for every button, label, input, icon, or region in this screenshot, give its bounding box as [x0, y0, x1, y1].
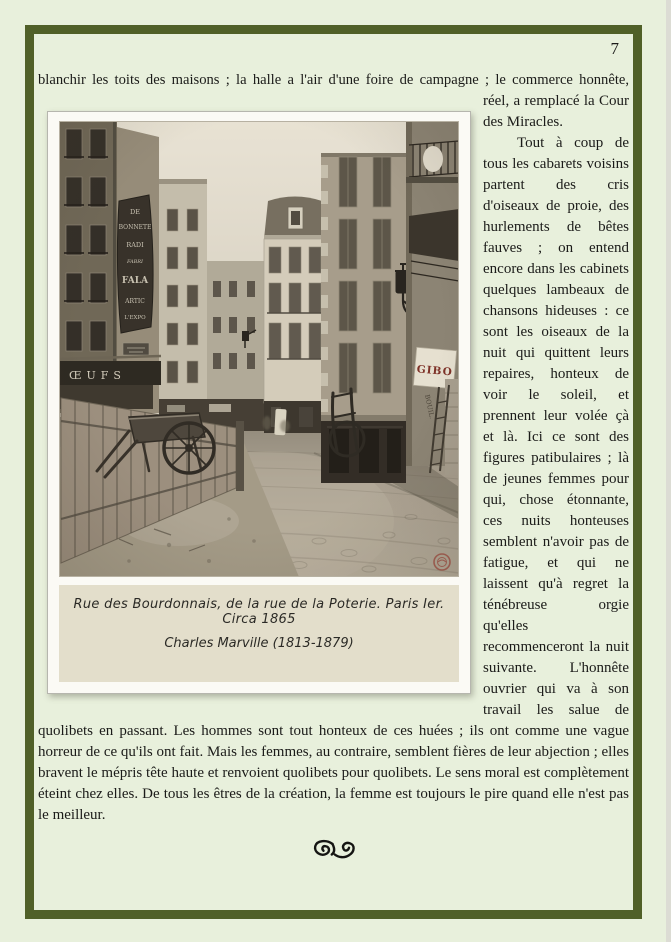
page-content [34, 34, 633, 911]
section-divider [38, 826, 629, 867]
caption-line-2: Charles Marville (1813-1879) [164, 636, 354, 651]
street-photograph [59, 121, 459, 577]
text-flow [38, 91, 629, 867]
paragraph-continuation: réel, a remplacé la Cour des Miracles. [483, 93, 629, 130]
scan-edge-shadow [666, 0, 671, 942]
page-number: 7 [610, 39, 619, 58]
photo-caption [59, 585, 459, 682]
caption-line-1: Rue des Bourdonnais, de la rue de la Poterie. Paris Ier. Circa 1865 [73, 597, 445, 627]
paragraph-main: Tout à coup de tous les cabarets voisins partent des cris d'oiseaux de proie, des hurlements de bêtes fauves ; on entend encore dans les cabinets quelques lambeaux de chansons hideuses : ce sont les oiseaux de la nuit qui quittent leurs repaires, honteux de voir le soleil, et prennent leur volée çà et là. Ici ce sont des figures patibulaires ; là de jeunes femmes pour qui, chose étonnante, ces nuits honteuses semblent n'avoir pas de fatigue, et qui ne laissent qu'à regret la ténébreuse orgie qu'elles recommenceront la nuit suivante. L'honnête ouvrier qui va à son travail les salue de quolibets en passant. Les hommes sont tout honteux de ces huées ; ils ont comme une vague horreur de ce qu'ils ont fait. Mais les femmes, au contraire, semblent fières de leur abjection ; elles bravent le mépris tête haute et renvoient quolibets pour quolibets. Le sens moral est complètement éteint chez elles. De tous les êtres de la création, la femme est toujours le pire quand elle n'est pas le meilleur. [38, 135, 629, 823]
paragraph-opening: blanchir les toits des maisons ; la halle a l'air d'une foire de campagne ; le commerce honnête, [38, 72, 629, 88]
photo-card [47, 111, 471, 694]
fleuron-icon [310, 838, 358, 862]
vignette [59, 121, 459, 577]
